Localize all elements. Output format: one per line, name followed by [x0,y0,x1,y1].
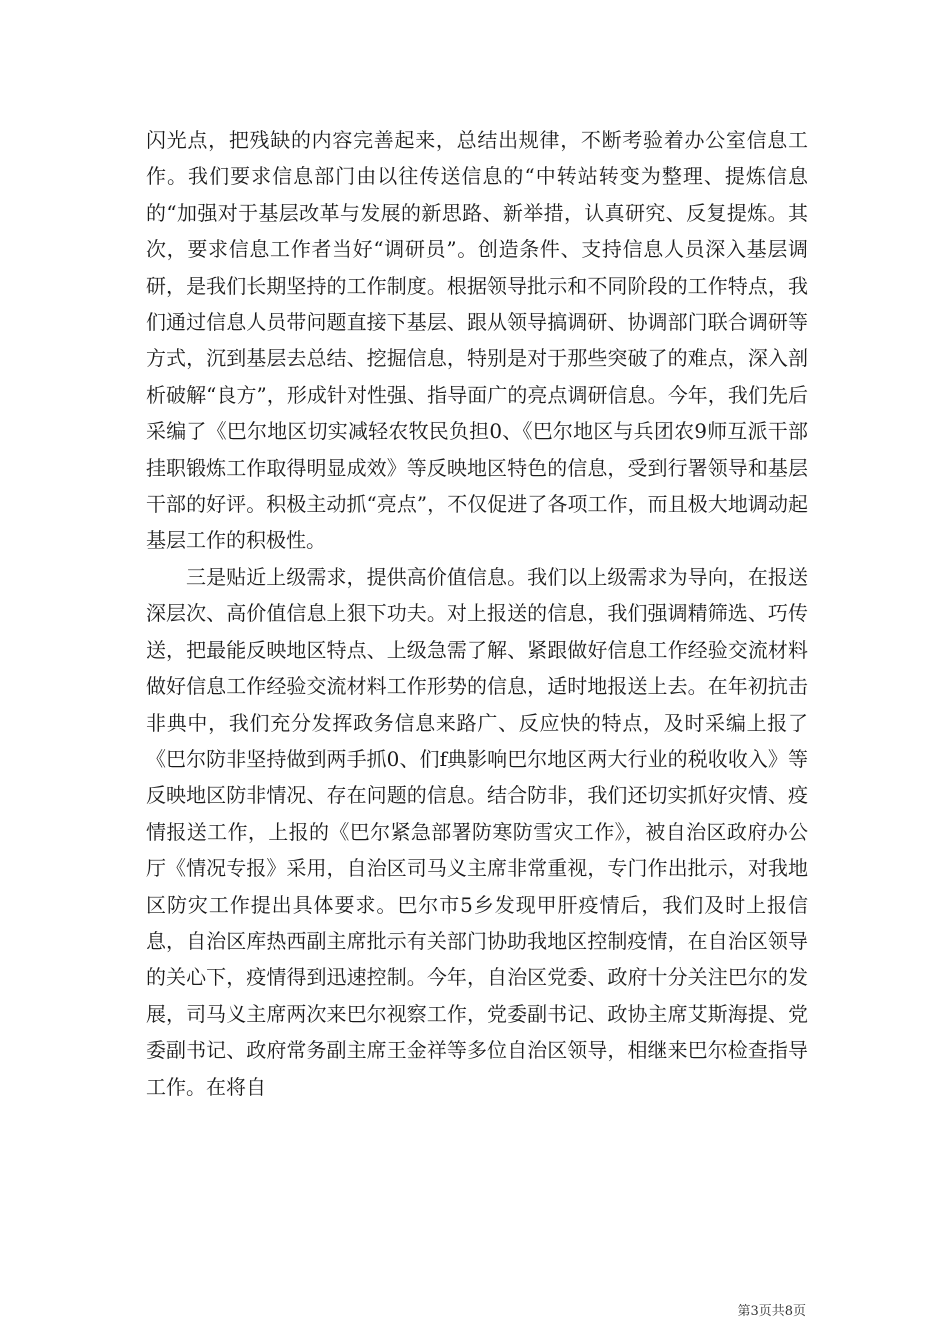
paragraph-1: 闪光点，把残缺的内容完善起来，总结出规律，不断考验着办公室信息工作。我们要求信息部门由以往传送信息的“中转站转变为整理、提炼信息的“加强对于基层改革与发展的新思路、新举措，认真研究、反复提炼。其次，要求信息工作者当好“调研员”。创造条件、支持信息人员深入基层调研，是我们长期坚持的工作制度。根据领导批示和不同阶段的工作特点，我们通过信息人员带问题直接下基层、跟从领导搞调研、协调部门联合调研等方式，沉到基层去总结、挖掘信息，特别是对于那些突破了的难点，深入剖析破解“良方”，形成针对性强、指导面广的亮点调研信息。今年，我们先后采编了《巴尔地区切实减轻农牧民负担0、《巴尔地区与兵团农9师互派干部挂职锻炼工作取得明显成效》等反映地区特色的信息，受到行署领导和基层干部的好评。积极主动抓“亮点”，不仅促进了各项工作，而且极大地调动起基层工作的积极性。 [146,128,808,553]
document-body [146,122,808,1105]
paragraph-2: 三是贴近上级需求，提供高价值信息。我们以上级需求为导向，在报送深层次、高价值信息上狠下功夫。对上报送的信息，我们强调精筛选、巧传送，把最能反映地区特点、上级急需了解、紧跟做好信息工作经验交流材料做好信息工作经验交流材料工作形势的信息，适时地报送上去。在年初抗击非典中，我们充分发挥政务信息来路广、反应快的特点，及时采编上报了《巴尔防非坚持做到两手抓0、们f典影响巴尔地区两大行业的税收收入》等反映地区防非情况、存在问题的信息。结合防非，我们还切实抓好灾情、疫情报送工作，上报的《巴尔紧急部署防寒防雪灾工作》，被自治区政府办公厅《情况专报》采用，自治区司马义主席非常重视，专门作出批示，对我地区防灾工作提出具体要求。巴尔市5乡发现甲肝疫情后，我们及时上报信息，自治区库热西副主席批示有关部门协助我地区控制疫情，在自治区领导的关心下，疫情得到迅速控制。今年，自治区党委、政府十分关注巴尔的发展，司马义主席两次来巴尔视察工作，党委副书记、政协主席艾斯海提、党委副书记、政府常务副主席王金祥等多位自治区领导，相继来巴尔检查指导工作。在将自 [146,564,808,1099]
page-number: 第3页共8页 [737,1304,806,1319]
